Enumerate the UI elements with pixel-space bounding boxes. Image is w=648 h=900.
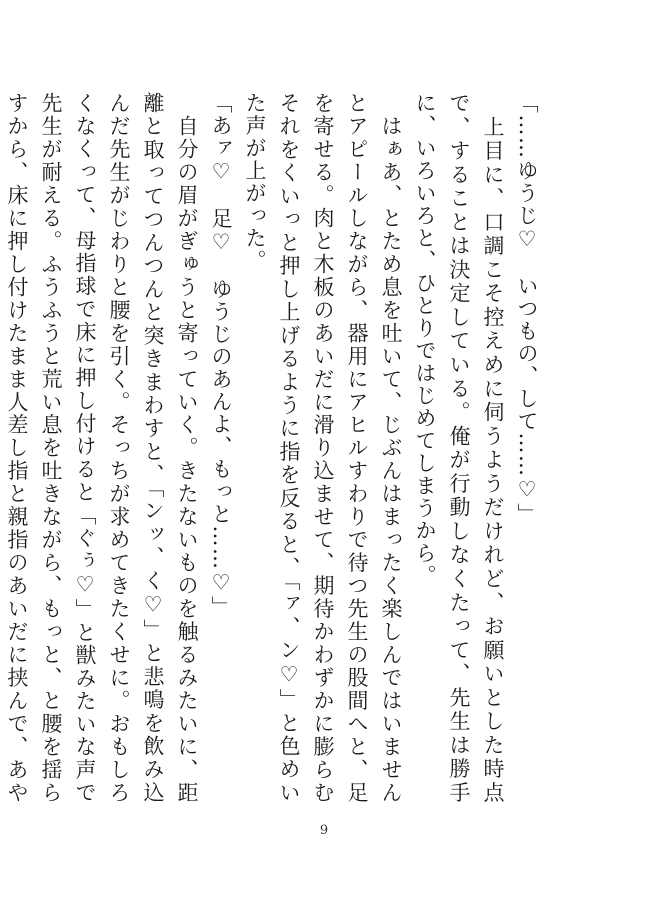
page-number: 9 (319, 823, 329, 838)
vertical-text-body (0, 92, 544, 804)
paragraph-2: 上目に、口調こそ控えめに伺うようだけれど、お願いとした時点で、することは決定している。俺が行動しなくたって、先生は勝手に、いろいろと、ひとりではじめてしまうから。 (413, 92, 505, 804)
paragraph-5: 自分の眉がぎゅうと寄っていく。きたないものを触るみたいに、距離と取ってつんつんと突きまわすと、「ンッ、く♡」と悲鳴を飲み込んだ先生がじわりと腰を引く。そっちが求めてきたくせに。おもしろくなくって、母指球で床に押し付けると「ぐぅ♡」と獣みたいな声で先生が耐える。ふうふうと荒い息を吐きながら、もっと、と腰を揺らすから、床に押し付けたまま人差し指と親指のあいだに挟んで、あや (5, 92, 199, 805)
paragraph-4: 「あァ♡ 足♡ ゆうじのあんよ、もっと……♡」 (209, 92, 233, 619)
paragraph-3: はぁあ、とため息を吐いて、じぶんはまったく楽しんではいませんとアピールしながら、器用にアヒルすわりで待つ先生の股間へと、足を寄せる。肉と木板のあいだに滑り込ませて、期待かわずかに膨らむそれをくいっと押し上げるように指を反ると、「ァ、ン♡」と色めいた声が上がった。 (243, 92, 403, 805)
paragraph-1: 「……ゆうじ♡ いつもの、して……♡」 (515, 92, 539, 526)
